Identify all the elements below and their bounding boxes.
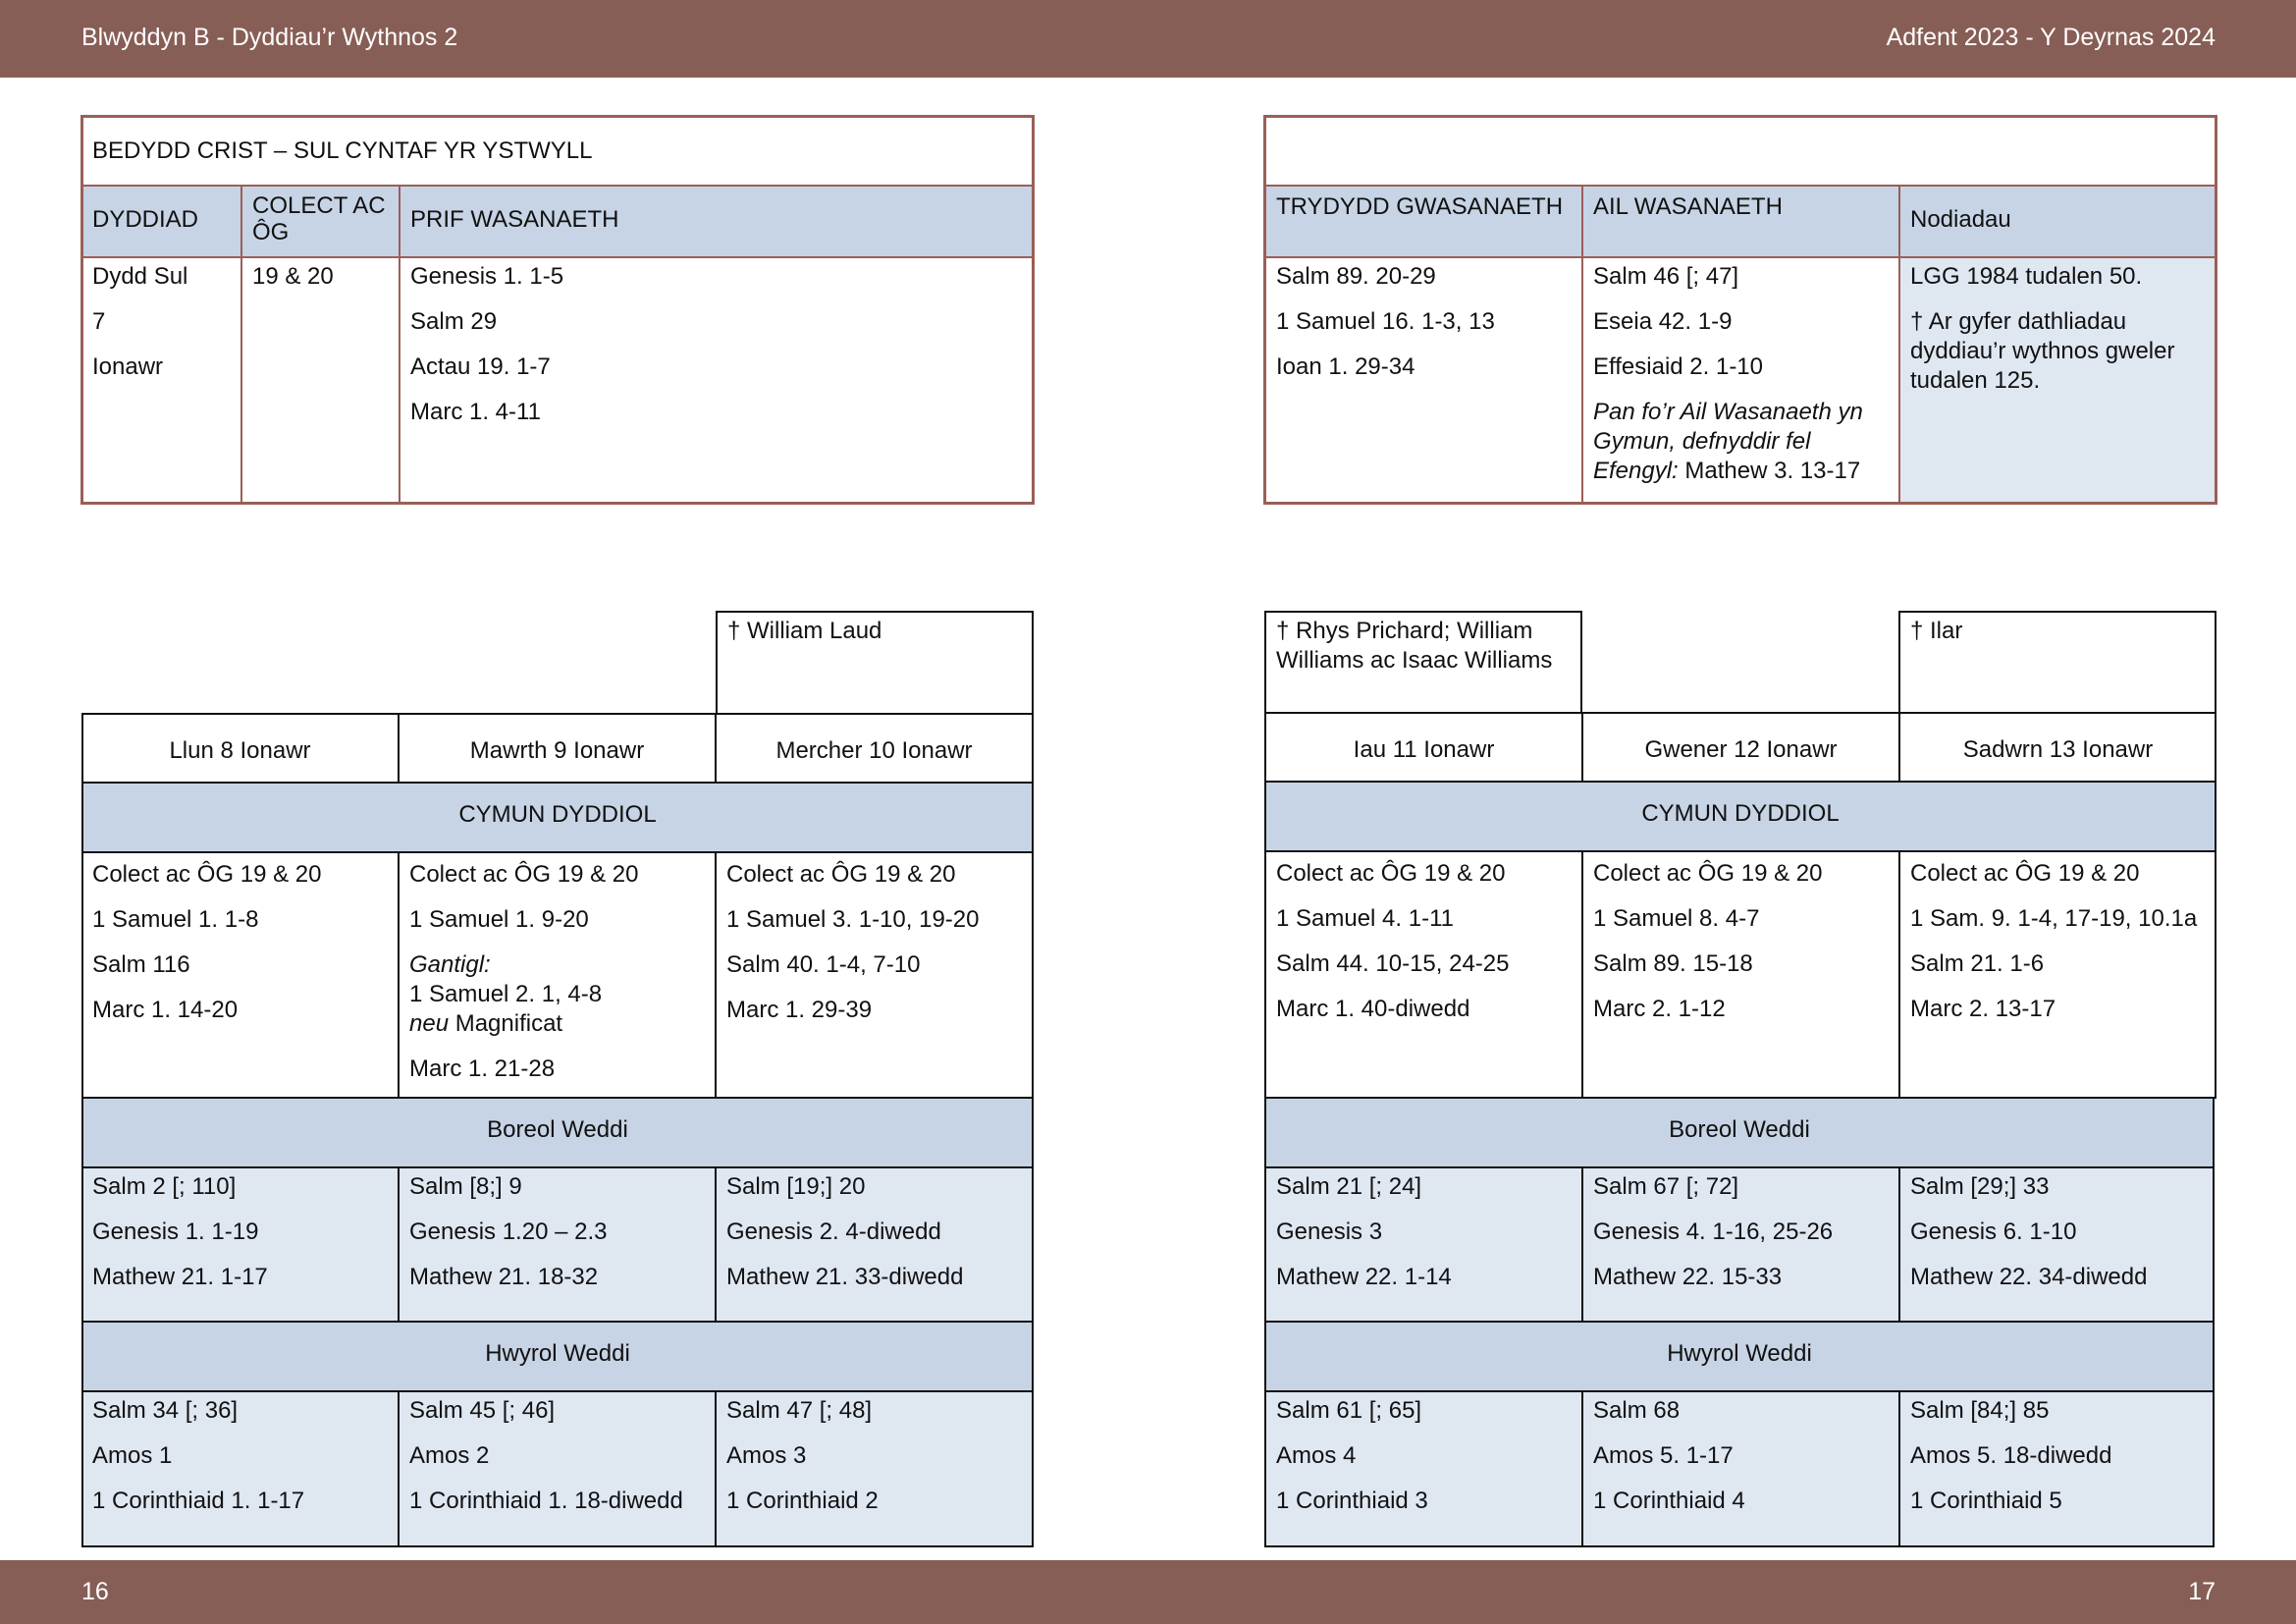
header-date: DYDDIAD xyxy=(81,186,241,256)
day-heading-sat: Sadwrn 13 Ionawr xyxy=(1962,736,2154,763)
commemoration-wed: † William Laud xyxy=(727,618,882,644)
evening-band: Hwyrol Weddi xyxy=(81,1322,1034,1390)
date-month: Ionawr xyxy=(92,353,164,380)
evening-tue-3: 1 Corinthiaid 1. 18-diwedd xyxy=(409,1488,683,1514)
morning-mon-1: Salm 2 [; 110] xyxy=(92,1173,237,1200)
morning-wed-1: Salm [19;] 20 xyxy=(726,1173,866,1200)
cymun-tue-gospel: Marc 1. 21-28 xyxy=(409,1056,556,1082)
cymun-tue-1: Colect ac ÔG 19 & 20 xyxy=(409,861,639,888)
evening-fri-2: Amos 5. 1-17 xyxy=(1593,1442,1734,1469)
second-note-ref: Mathew 3. 13-17 xyxy=(1684,458,1861,484)
main-reading-1: Genesis 1. 1-5 xyxy=(410,263,564,290)
commemoration-thu: † Rhys Prichard; William Williams ac Isaac Williams xyxy=(1276,618,1553,674)
evening-thu-2: Amos 4 xyxy=(1276,1442,1357,1469)
morning-thu xyxy=(1265,1168,1582,1322)
evening-sat xyxy=(1899,1392,2214,1545)
second-reading-3: Effesiaid 2. 1-10 xyxy=(1593,353,1764,380)
page-number-right: 17 xyxy=(2188,1578,2216,1605)
cymun-band-right: CYMUN DYDDIOL xyxy=(1265,782,2216,850)
evening-mon-1: Salm 34 [; 36] xyxy=(92,1397,239,1424)
evening-wed-3: 1 Corinthiaid 2 xyxy=(726,1488,879,1514)
date-number: 7 xyxy=(92,308,106,335)
evening-fri-1: Salm 68 xyxy=(1593,1397,1681,1424)
evening-fri xyxy=(1582,1392,1899,1545)
cymun-thu xyxy=(1265,855,1582,1040)
cymun-fri-2: 1 Samuel 8. 4-7 xyxy=(1593,905,1760,932)
morning-band-right: Boreol Weddi xyxy=(1265,1098,2214,1166)
cymun-sat-1: Colect ac ÔG 19 & 20 xyxy=(1910,860,2140,887)
third-reading-1: Salm 89. 20-29 xyxy=(1276,263,1436,290)
date-day: Dydd Sul xyxy=(92,263,188,290)
morning-mon xyxy=(81,1168,399,1322)
header-third-service: TRYDYDD GWASANAETH xyxy=(1265,186,1582,256)
day-heading-mon: Llun 8 Ionawr xyxy=(169,737,311,764)
cymun-mon-1: Colect ac ÔG 19 & 20 xyxy=(92,861,322,888)
cymun-sat-4: Marc 2. 13-17 xyxy=(1910,996,2056,1022)
morning-wed-2: Genesis 2. 4-diwedd xyxy=(726,1218,941,1245)
cymun-fri-1: Colect ac ÔG 19 & 20 xyxy=(1593,860,1823,887)
cymun-fri-4: Marc 2. 1-12 xyxy=(1593,996,1726,1022)
sunday-main-cell xyxy=(400,258,1034,443)
header-bar xyxy=(0,0,2296,78)
cymun-thu-1: Colect ac ÔG 19 & 20 xyxy=(1276,860,1506,887)
morning-tue-2: Genesis 1.20 – 2.3 xyxy=(409,1218,608,1245)
sunday-second-cell xyxy=(1582,258,1899,486)
third-reading-2: 1 Samuel 16. 1-3, 13 xyxy=(1276,308,1495,335)
third-reading-3: Ioan 1. 29-34 xyxy=(1276,353,1415,380)
page-number-left: 16 xyxy=(81,1578,109,1605)
day-heading-fri: Gwener 12 Ionawr xyxy=(1644,736,1838,763)
header-main-service: PRIF WASANAETH xyxy=(400,186,1034,256)
header-notes: Nodiadau xyxy=(1899,186,2216,256)
morning-wed xyxy=(716,1168,1033,1322)
day-heading-thu: Iau 11 Ionawr xyxy=(1353,736,1495,763)
cymun-thu-3: Salm 44. 10-15, 24-25 xyxy=(1276,950,1510,977)
evening-wed-1: Salm 47 [; 48] xyxy=(726,1397,873,1424)
evening-mon-2: Amos 1 xyxy=(92,1442,173,1469)
main-reading-4: Marc 1. 4-11 xyxy=(410,399,541,425)
cymun-fri-3: Salm 89. 15-18 xyxy=(1593,950,1753,977)
second-service-note xyxy=(1593,398,1890,486)
cymun-wed xyxy=(716,856,1033,1041)
cymun-tue-canticle-ref: 1 Samuel 2. 1, 4-8 xyxy=(409,981,603,1007)
evening-wed-2: Amos 3 xyxy=(726,1442,807,1469)
morning-fri-3: Mathew 22. 15-33 xyxy=(1593,1264,1783,1290)
cymun-fri xyxy=(1582,855,1899,1040)
evening-sat-1: Salm [84;] 85 xyxy=(1910,1397,2050,1424)
cymun-mon-4: Marc 1. 14-20 xyxy=(92,997,239,1023)
cymun-band: CYMUN DYDDIOL xyxy=(81,783,1034,851)
morning-sat-3: Mathew 22. 34-diwedd xyxy=(1910,1264,2148,1290)
cymun-tue xyxy=(399,856,716,1100)
cymun-thu-2: 1 Samuel 4. 1-11 xyxy=(1276,905,1454,932)
evening-thu-1: Salm 61 [; 65] xyxy=(1276,1397,1422,1424)
evening-thu-3: 1 Corinthiaid 3 xyxy=(1276,1488,1428,1514)
evening-tue-2: Amos 2 xyxy=(409,1442,490,1469)
header-collect: COLECT AC ÔG xyxy=(241,186,400,256)
morning-tue-1: Salm [8;] 9 xyxy=(409,1173,522,1200)
cymun-mon-3: Salm 116 xyxy=(92,951,190,978)
main-reading-3: Actau 19. 1-7 xyxy=(410,353,551,380)
evening-sat-2: Amos 5. 18-diwedd xyxy=(1910,1442,2112,1469)
cymun-tue-magnificat: Magnificat xyxy=(449,1010,563,1037)
morning-tue-3: Mathew 21. 18-32 xyxy=(409,1264,599,1290)
sunday-collect-cell: 19 & 20 xyxy=(252,263,334,290)
morning-band: Boreol Weddi xyxy=(81,1098,1034,1166)
sunday-title: BEDYDD CRIST – SUL CYNTAF YR YSTWYLL xyxy=(92,137,593,164)
cymun-sat-3: Salm 21. 1-6 xyxy=(1910,950,2045,977)
sunday-date-cell xyxy=(81,258,241,398)
morning-wed-3: Mathew 21. 33-diwedd xyxy=(726,1264,964,1290)
cymun-wed-3: Salm 40. 1-4, 7-10 xyxy=(726,951,921,978)
second-note-italic: Pan fo’r Ail Wasanaeth yn Gymun, defnyddir fel Efengyl: xyxy=(1593,399,1863,484)
note-2: † Ar gyfer dathliadau dyddiau’r wythnos gweler tudalen 125. xyxy=(1910,308,2175,394)
morning-tue xyxy=(399,1168,716,1322)
cymun-wed-2: 1 Samuel 3. 1-10, 19-20 xyxy=(726,906,980,933)
evening-mon-3: 1 Corinthiaid 1. 1-17 xyxy=(92,1488,305,1514)
cymun-tue-canticle-label: Gantigl: xyxy=(409,951,491,978)
cymun-tue-2: 1 Samuel 1. 9-20 xyxy=(409,906,589,933)
morning-sat xyxy=(1899,1168,2214,1322)
sunday-third-cell xyxy=(1265,258,1582,398)
second-reading-2: Eseia 42. 1-9 xyxy=(1593,308,1733,335)
evening-tue xyxy=(399,1392,716,1545)
day-heading-tue: Mawrth 9 Ionawr xyxy=(469,737,645,764)
morning-fri-2: Genesis 4. 1-16, 25-26 xyxy=(1593,1218,1834,1245)
evening-sat-3: 1 Corinthiaid 5 xyxy=(1910,1488,2062,1514)
cymun-wed-4: Marc 1. 29-39 xyxy=(726,997,873,1023)
day-heading-wed: Mercher 10 Ionawr xyxy=(775,737,973,764)
note-1: LGG 1984 tudalen 50. xyxy=(1910,263,2143,290)
evening-fri-3: 1 Corinthiaid 4 xyxy=(1593,1488,1745,1514)
header-second-service: AIL WASANAETH xyxy=(1582,186,1899,256)
main-reading-2: Salm 29 xyxy=(410,308,498,335)
morning-mon-3: Mathew 21. 1-17 xyxy=(92,1264,268,1290)
footer-bar xyxy=(0,1560,2296,1624)
cymun-sat xyxy=(1899,855,2216,1040)
cymun-wed-1: Colect ac ÔG 19 & 20 xyxy=(726,861,956,888)
morning-fri-1: Salm 67 [; 72] xyxy=(1593,1173,1739,1200)
evening-tue-1: Salm 45 [; 46] xyxy=(409,1397,556,1424)
morning-thu-1: Salm 21 [; 24] xyxy=(1276,1173,1422,1200)
header-left-title: Blwyddyn B - Dyddiau’r Wythnos 2 xyxy=(81,24,458,51)
commemoration-sat: † Ilar xyxy=(1910,618,1963,644)
header-right-title: Adfent 2023 - Y Deyrnas 2024 xyxy=(1886,24,2216,51)
evening-band-right: Hwyrol Weddi xyxy=(1265,1322,2214,1390)
morning-sat-1: Salm [29;] 33 xyxy=(1910,1173,2050,1200)
cymun-sat-2: 1 Sam. 9. 1-4, 17-19, 10.1a xyxy=(1910,905,2198,932)
second-reading-1: Salm 46 [; 47] xyxy=(1593,263,1739,290)
evening-wed xyxy=(716,1392,1033,1545)
cymun-tue-or-line xyxy=(409,1009,716,1039)
evening-mon xyxy=(81,1392,399,1545)
morning-mon-2: Genesis 1. 1-19 xyxy=(92,1218,259,1245)
morning-sat-2: Genesis 6. 1-10 xyxy=(1910,1218,2077,1245)
cymun-tue-or: neu xyxy=(409,1010,450,1037)
evening-thu xyxy=(1265,1392,1582,1545)
morning-fri xyxy=(1582,1168,1899,1322)
morning-thu-3: Mathew 22. 1-14 xyxy=(1276,1264,1452,1290)
cymun-mon-2: 1 Samuel 1. 1-8 xyxy=(92,906,259,933)
sunday-notes-cell xyxy=(1899,258,2216,502)
morning-thu-2: Genesis 3 xyxy=(1276,1218,1383,1245)
cymun-mon xyxy=(81,856,399,1041)
cymun-thu-4: Marc 1. 40-diwedd xyxy=(1276,996,1470,1022)
